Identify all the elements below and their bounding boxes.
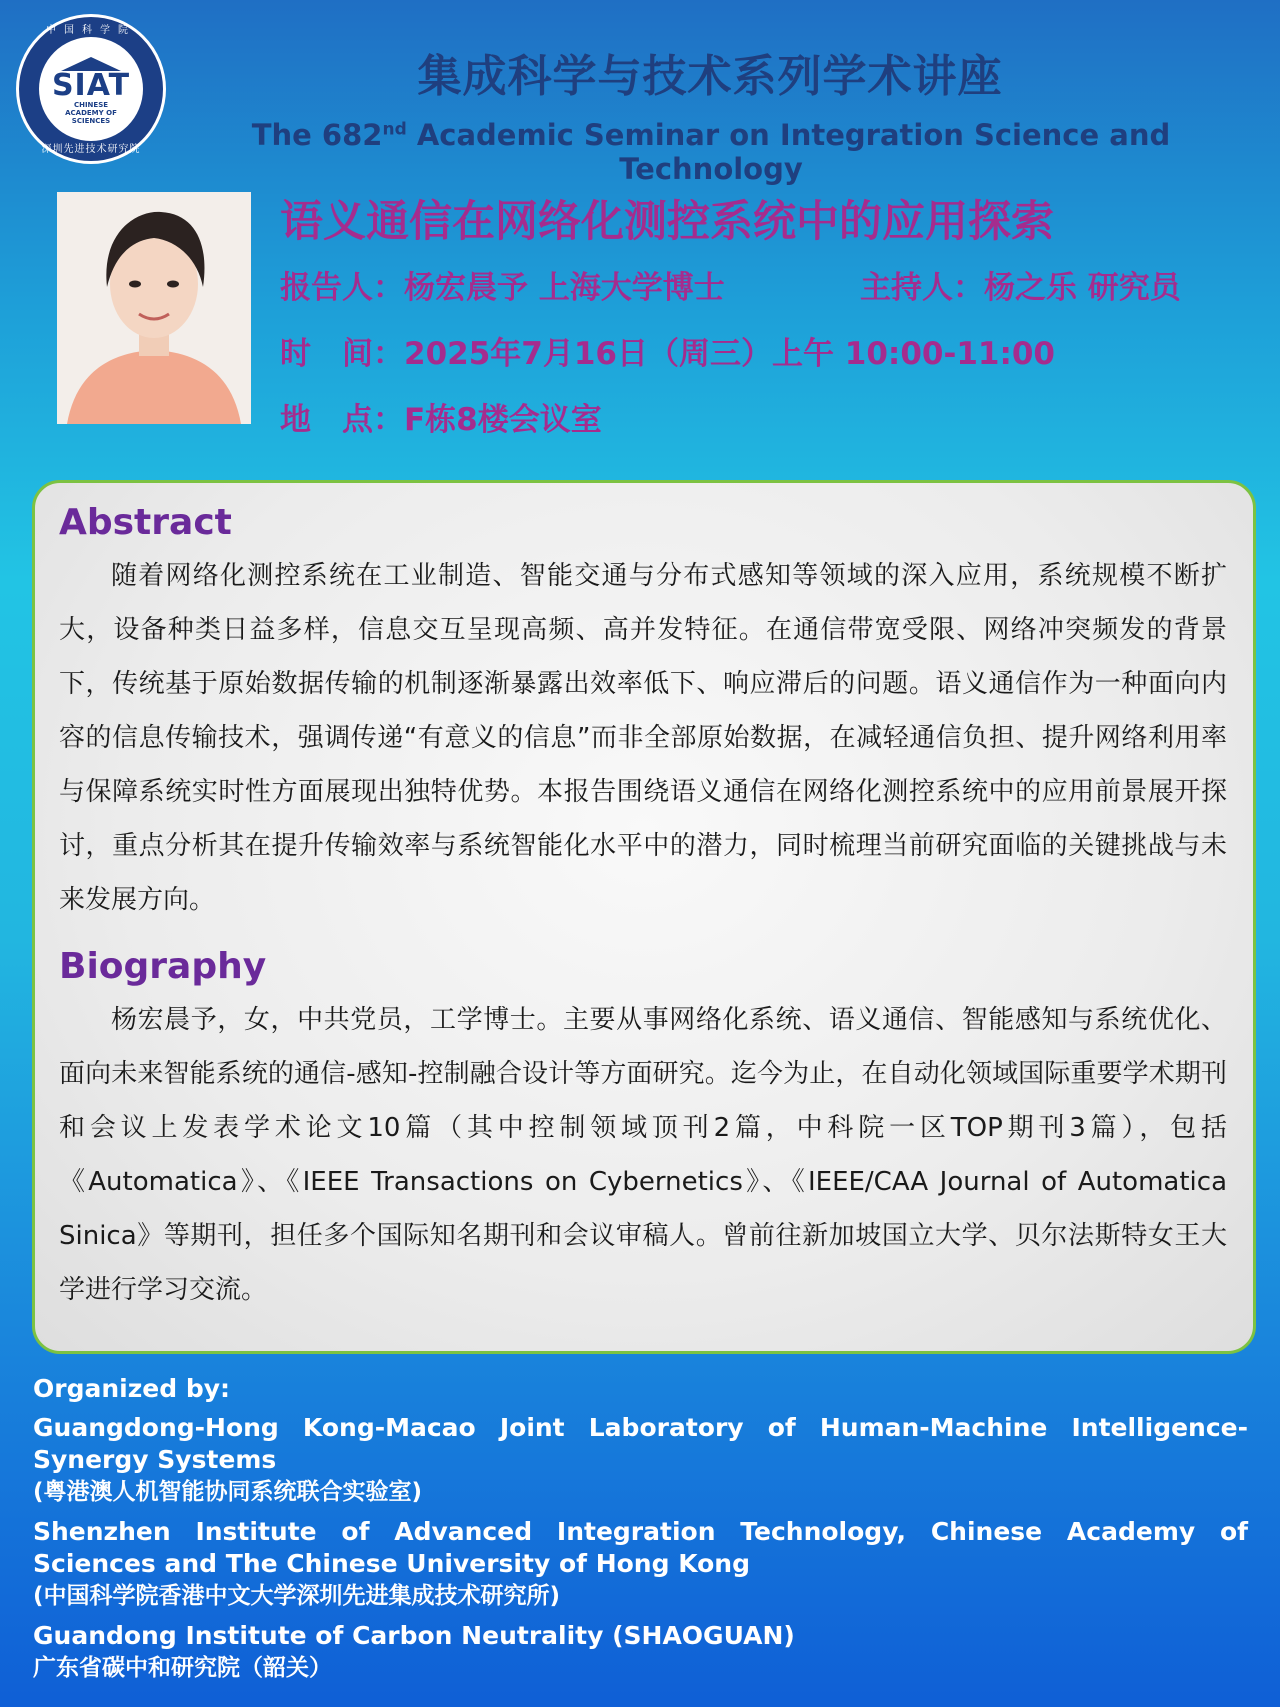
title-en-suffix: Academic Seminar on Integration Science and Technology: [406, 118, 1171, 186]
talk-title: 语义通信在网络化测控系统中的应用探索: [280, 197, 1054, 247]
logo-ring-top-text: 中国科学院: [46, 25, 136, 36]
organizer-1-en: Guangdong-Hong Kong-Macao Joint Laboratory of Human-Machine Intelligence-Synergy Systems: [33, 1413, 1248, 1474]
organizer-1-cn: (粤港澳人机智能协同系统联合实验室): [33, 1479, 423, 1505]
logo-mark: SIAT: [51, 68, 131, 103]
organizer-3-en: Guandong Institute of Carbon Neutrality (SHAOGUAN): [33, 1621, 795, 1650]
logo-ring-bottom-text: 深圳先进技术研究院: [41, 144, 141, 155]
abstract-heading: Abstract: [59, 502, 232, 543]
series-title-en: [186, 118, 1236, 186]
title-en-ordinal: nd: [382, 119, 407, 140]
logo-subtitle: CHINESE ACADEMY OF SCIENCES: [65, 101, 117, 125]
speaker-photo: [57, 192, 251, 424]
host-info: 主持人：杨之乐 研究员: [860, 270, 1181, 306]
title-en-prefix: The 682: [251, 118, 383, 152]
logo-emblem: [39, 37, 143, 141]
organizers-section: [33, 1372, 1248, 1692]
content-card: [32, 480, 1256, 1354]
series-title-cn: 集成科学与技术系列学术讲座: [417, 51, 1003, 102]
biography-heading: Biography: [59, 946, 267, 987]
abstract-text: 随着网络化测控系统在工业制造、智能交通与分布式感知等领域的深入应用，系统规模不断扩大，设备种类日益多样，信息交互呈现高频、高并发特征。在通信带宽受限、网络冲突频发的背景下，传统基于原始数据传输的机制逐渐暴露出效率低下、响应滞后的问题。语义通信作为一种面向内容的信息传输技术，强调传递“有意义的信息”而非全部原始数据，在减轻通信负担、提升网络利用率与保障系统实时性方面展现出独特优势。本报告围绕语义通信在网络化测控系统中的应用前景展开探讨，重点分析其在提升传输效率与系统智能化水平中的潜力，同时梳理当前研究面临的关键挑战与未来发展方向。: [59, 561, 1227, 915]
siat-logo: [16, 14, 166, 164]
speaker-info: 报告人：杨宏晨予 上海大学博士: [280, 270, 725, 306]
organizer-2-en: Shenzhen Institute of Advanced Integration Technology, Chinese Academy of Sciences and The Chinese University of Hong Kong: [33, 1517, 1248, 1578]
time-info: 时 间：2025年7月16日（周三）上午 10:00-11:00: [280, 336, 1055, 372]
organizer-3-cn: 广东省碳中和研究院（韶关）: [33, 1655, 332, 1681]
place-info: 地 点：F栋8楼会议室: [280, 402, 602, 438]
organizer-2-cn: (中国科学院香港中文大学深圳先进集成技术研究所): [33, 1583, 561, 1609]
speaker-portrait-image: [57, 192, 251, 424]
biography-text: 杨宏晨予，女，中共党员，工学博士。主要从事网络化系统、语义通信、智能感知与系统优化、面向未来智能系统的通信-感知-控制融合设计等方面研究。迄今为止，在自动化领域国际重要学术期刊和会议上发表学术论文10篇（其中控制领域顶刊2篇，中科院一区TOP期刊3篇），包括《Automatica》、《IEEE Transactions on Cybernetics》、《IEEE/CAA Journal of Automatica Sinica》等期刊，担任多个国际知名期刊和会议审稿人。曾前往新加坡国立大学、贝尔法斯特女王大学进行学习交流。: [59, 1005, 1227, 1305]
organizers-label: Organized by:: [33, 1374, 231, 1403]
